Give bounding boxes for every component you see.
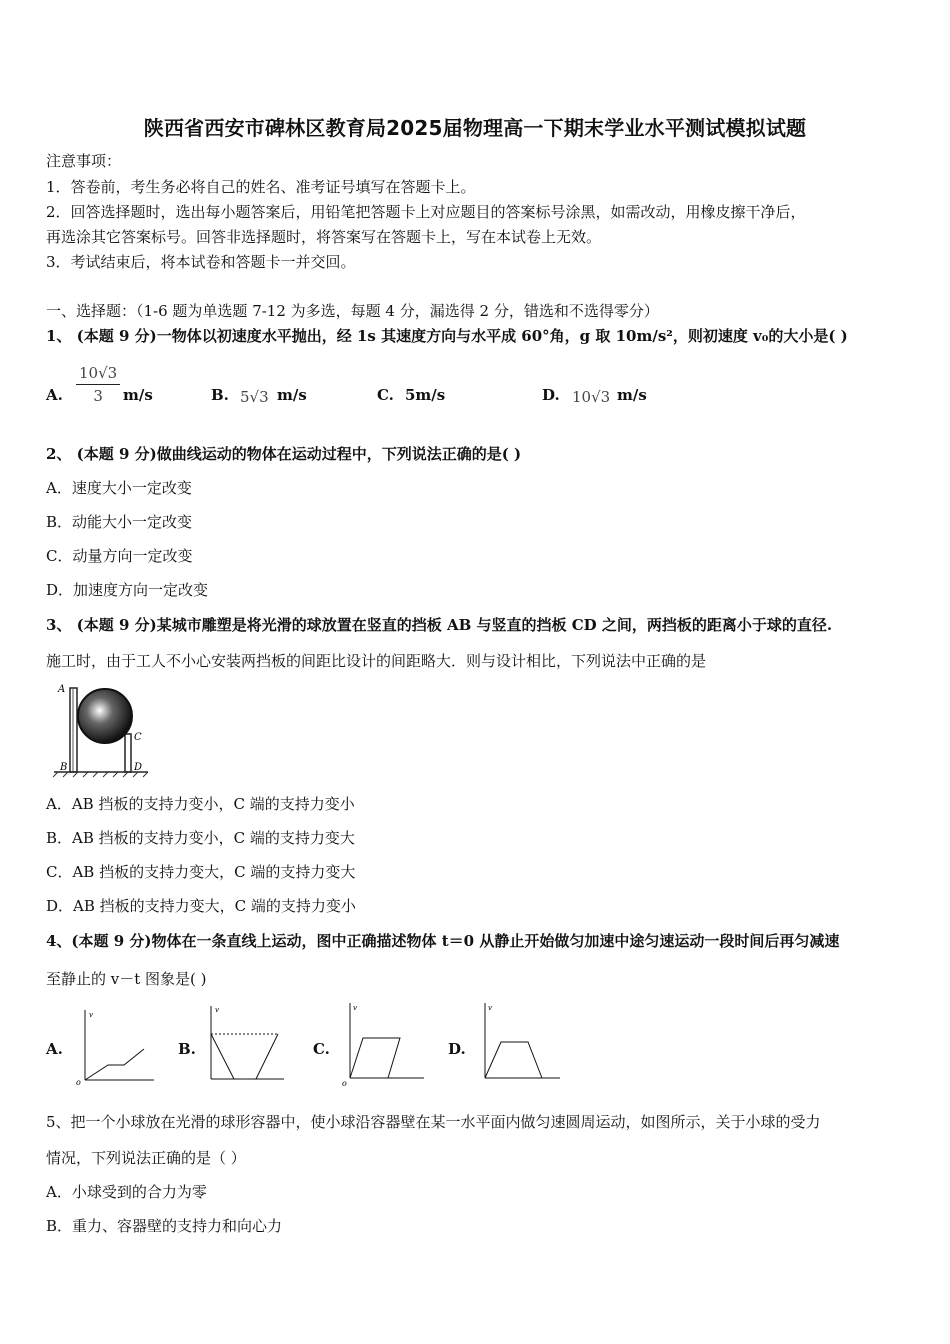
notice-item: 1．答卷前，考生务必将自己的姓名、准考证号填写在答题卡上。 <box>46 178 476 196</box>
q4-graph-b <box>204 1002 289 1085</box>
q3-option: A．AB 挡板的支持力变小，C 端的支持力变小 <box>46 795 355 813</box>
notice-item: 再选涂其它答案标号。回答非选择题时，将答案写在答题卡上，写在本试卷上无效。 <box>46 228 602 246</box>
section-heading: 一、选择题：（1-6 题为单选题 7-12 为多选，每题 4 分，漏选得 2 分，错选和不选得零分） <box>46 302 659 320</box>
q3-option: D．AB 挡板的支持力变大，C 端的支持力变小 <box>46 897 356 915</box>
q1-option-b-value: 5√3 <box>240 388 269 406</box>
label-b: B <box>60 762 68 773</box>
q2-option: D．加速度方向一定改变 <box>46 581 209 599</box>
q4-graph-c-label: C. <box>313 1040 330 1058</box>
label-d: D <box>134 762 143 773</box>
question-3-stem: 3、 (本题 9 分)某城市雕塑是将光滑的球放置在竖直的挡板 AB 与竖直的挡板 CD 之间，两挡板的距离小于球的直径. <box>46 616 833 634</box>
q2-option: A．速度大小一定改变 <box>46 479 192 497</box>
label-a: A <box>58 684 66 695</box>
q4-graph-b-label: B. <box>178 1040 196 1058</box>
question-2-stem: 2、 (本题 9 分)做曲线运动的物体在运动过程中，下列说法正确的是( ) <box>46 445 522 463</box>
q5-option: A．小球受到的合力为零 <box>46 1183 207 1201</box>
q1-a-numerator: 10√3 <box>76 362 120 385</box>
q1-option-d-label: D. <box>542 386 560 404</box>
svg-text:v: v <box>215 1006 219 1014</box>
q1-option-a-value <box>76 362 120 407</box>
q1-option-c-value: 5m/s <box>405 386 446 404</box>
q3-option: C．AB 挡板的支持力变大，C 端的支持力变大 <box>46 863 356 881</box>
q3-option: B．AB 挡板的支持力变小，C 端的支持力变大 <box>46 829 355 847</box>
q1-option-b-unit: m/s <box>277 386 307 404</box>
q2-option: C．动量方向一定改变 <box>46 547 193 565</box>
question-3-stem-cont: 施工时，由于工人不小心安装两挡板的间距比设计的间距略大．则与设计相比，下列说法中正确的是 <box>46 652 707 670</box>
q1-option-a-label: A. <box>46 386 63 404</box>
ball <box>78 689 132 743</box>
notice-item: 2．回答选择题时，选出每小题答案后，用铅笔把答题卡上对应题目的答案标号涂黑，如需改动，用橡皮擦干净后， <box>46 203 806 221</box>
q3-figure <box>48 680 158 780</box>
q1-option-a-unit: m/s <box>123 386 153 404</box>
question-5-stem-cont: 情况，下列说法正确的是（ ） <box>46 1149 246 1167</box>
q4-graph-c <box>338 998 428 1086</box>
q1-option-b-label: B. <box>211 386 229 404</box>
q5-option: B．重力、容器壁的支持力和向心力 <box>46 1217 283 1235</box>
question-1-stem: 1、 (本题 9 分)一物体以初速度水平抛出，经 1s 其速度方向与水平成 60°角，g 取 10m/s²，则初速度 v₀的大小是( ) <box>46 327 848 345</box>
q4-graph-d-label: D. <box>448 1040 466 1058</box>
question-4-stem-cont: 至静止的 v－t 图象是( ) <box>46 970 207 988</box>
svg-text:v: v <box>488 1004 492 1012</box>
notice-item: 3．考试结束后，将本试卷和答题卡一并交回。 <box>46 253 356 271</box>
q4-graph-a-label: A. <box>46 1040 63 1058</box>
board-cd <box>125 734 131 772</box>
question-4-stem: 4、(本题 9 分)物体在一条直线上运动，图中正确描述物体 t＝0 从静止开始做匀加速中途匀速运动一段时间后再匀减速 <box>46 932 840 950</box>
page-title: 陕西省西安市碑林区教育局2025届物理高一下期末学业水平测试模拟试题 <box>143 116 807 140</box>
notice-heading: 注意事项： <box>46 152 122 170</box>
label-c: C <box>134 732 142 743</box>
q4-graph-d <box>474 998 564 1084</box>
question-5-stem: 5、把一个小球放在光滑的球形容器中，使小球沿容器壁在某一水平面内做匀速圆周运动，如图所示，关于小球的受力 <box>46 1113 821 1131</box>
q1-option-d-value: 10√3 <box>572 388 611 406</box>
svg-text:v: v <box>353 1004 357 1012</box>
q4-graph-a <box>76 1005 156 1085</box>
q1-option-c-label: C. <box>377 386 394 404</box>
q1-option-d-unit: m/s <box>617 386 647 404</box>
svg-text:v: v <box>89 1011 93 1019</box>
q1-a-denominator: 3 <box>93 387 103 405</box>
q2-option: B．动能大小一定改变 <box>46 513 193 531</box>
svg-text:o: o <box>76 1078 81 1087</box>
svg-text:o: o <box>342 1079 347 1088</box>
